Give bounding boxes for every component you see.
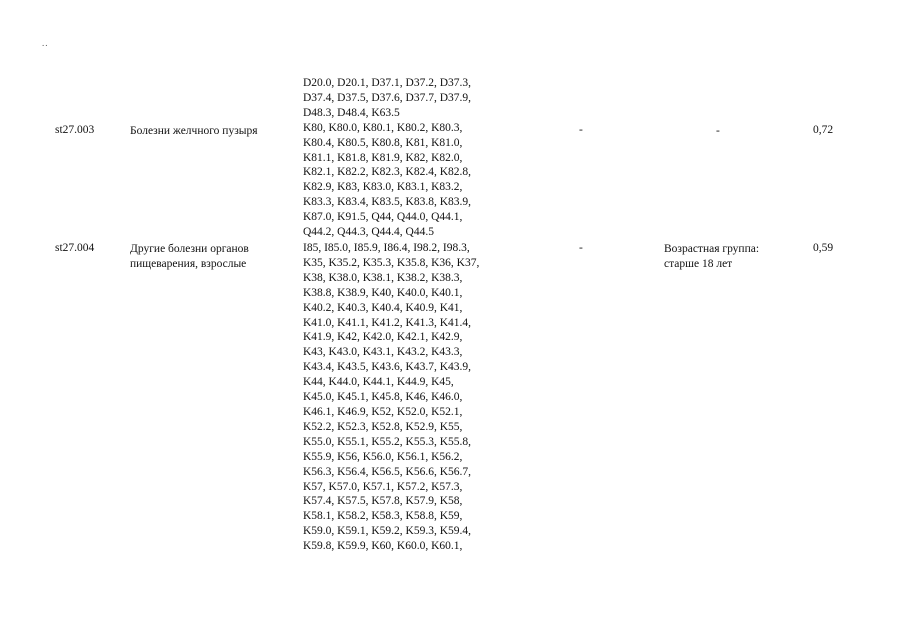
code-line: K43, K43.0, K43.1, K43.2, K43.3, bbox=[303, 346, 463, 359]
code-line: K38, K38.0, K38.1, K38.2, K38.3, bbox=[303, 271, 463, 284]
code-line: K43.4, K43.5, K43.6, K43.7, K43.9, bbox=[303, 361, 472, 374]
code-line: K82.9, K83, K83.0, K83.1, K83.2, bbox=[303, 181, 463, 194]
row-name-line: пищеварения, взрослые bbox=[130, 258, 247, 270]
corner-mark: .. bbox=[42, 38, 49, 48]
code-line: K46.1, K46.9, K52, K52.0, K52.1, bbox=[303, 405, 463, 418]
code-line: D20.0, D20.1, D37.1, D37.2, D37.3, bbox=[303, 77, 472, 89]
code-line: K57.4, K57.5, K57.8, K57.9, K58, bbox=[303, 495, 463, 508]
row-column-b bbox=[664, 242, 759, 272]
row-name bbox=[130, 124, 258, 139]
row-column-a: - bbox=[579, 124, 583, 136]
code-line: K55.0, K55.1, K55.2, K55.3, K55.8, bbox=[303, 435, 472, 448]
code-line: K41.0, K41.1, K41.2, K41.3, K41.4, bbox=[303, 316, 472, 329]
row-code: st27.004 bbox=[55, 242, 95, 254]
code-line: K55.9, K56, K56.0, K56.1, K56.2, bbox=[303, 450, 463, 463]
code-line: K45.0, K45.1, K45.8, K46, K46.0, bbox=[303, 391, 463, 404]
row-diagnosis-codes bbox=[303, 76, 471, 240]
code-line: D37.4, D37.5, D37.6, D37.7, D37.9, bbox=[303, 91, 472, 104]
row-column-b-line: - bbox=[716, 125, 720, 137]
row-column-a: - bbox=[579, 242, 583, 254]
code-line: K82.1, K82.2, K82.3, K82.4, K82.8, bbox=[303, 166, 472, 179]
row-column-b-line: старше 18 лет bbox=[664, 258, 733, 270]
row-name-line: Другие болезни органов bbox=[130, 243, 249, 255]
row-coefficient: 0,72 bbox=[813, 124, 834, 136]
code-line: Q44.2, Q44.3, Q44.4, Q44.5 bbox=[303, 226, 434, 239]
row-column-b bbox=[716, 124, 720, 139]
code-line: K56.3, K56.4, K56.5, K56.6, K56.7, bbox=[303, 465, 472, 478]
code-line: K40.2, K40.3, K40.4, K40.9, K41, bbox=[303, 301, 463, 314]
row-code: st27.003 bbox=[55, 124, 95, 136]
code-line: K59.0, K59.1, K59.2, K59.3, K59.4, bbox=[303, 525, 472, 538]
code-line: K35, K35.2, K35.3, K35.8, K36, K37, bbox=[303, 256, 480, 269]
code-line: K41.9, K42, K42.0, K42.1, K42.9, bbox=[303, 331, 463, 344]
code-line: K44, K44.0, K44.1, K44.9, K45, bbox=[303, 376, 454, 389]
code-line: I85, I85.0, I85.9, I86.4, I98.2, I98.3, bbox=[303, 242, 470, 254]
row-coefficient: 0,59 bbox=[813, 242, 834, 254]
row-name-line: Болезни желчного пузыря bbox=[130, 125, 258, 137]
code-line: K87.0, K91.5, Q44, Q44.0, Q44.1, bbox=[303, 211, 463, 224]
code-line: K80, K80.0, K80.1, K80.2, K80.3, bbox=[303, 121, 463, 134]
code-line: D48.3, D48.4, K63.5 bbox=[303, 106, 400, 119]
code-line: K58.1, K58.2, K58.3, K58.8, K59, bbox=[303, 510, 463, 523]
code-line: K80.4, K80.5, K80.8, K81, K81.0, bbox=[303, 136, 463, 149]
row-name bbox=[130, 242, 249, 272]
code-line: K52.2, K52.3, K52.8, K52.9, K55, bbox=[303, 420, 463, 433]
row-diagnosis-codes bbox=[303, 241, 479, 554]
code-line: K83.3, K83.4, K83.5, K83.8, K83.9, bbox=[303, 196, 472, 209]
code-line: K81.1, K81.8, K81.9, K82, K82.0, bbox=[303, 151, 463, 164]
row-column-b-line: Возрастная группа: bbox=[664, 243, 760, 255]
code-line: K57, K57.0, K57.1, K57.2, K57.3, bbox=[303, 480, 463, 493]
code-line: K59.8, K59.9, K60, K60.0, K60.1, bbox=[303, 540, 463, 553]
code-line: K38.8, K38.9, K40, K40.0, K40.1, bbox=[303, 286, 463, 299]
